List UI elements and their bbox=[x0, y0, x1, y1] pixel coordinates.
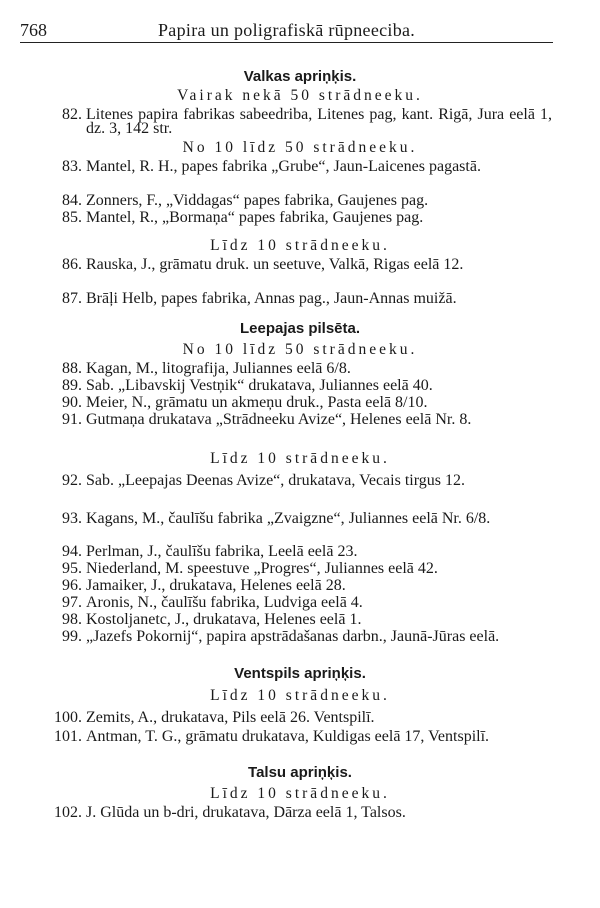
entry-text: Gutmaņa drukatava „Strādneeku Avize“, Helenes eelā Nr. 8. bbox=[86, 411, 472, 428]
entry-number: 82. bbox=[62, 106, 82, 123]
entry-number: 86. bbox=[62, 256, 82, 273]
entry-number: 87. bbox=[62, 290, 82, 307]
entry-text: Rauska, J., grāmatu druk. un seetuve, Valkā, Rigas eelā 12. bbox=[86, 256, 464, 273]
group-label: No 10 līdz 50 strādneeku. bbox=[182, 341, 418, 358]
section-heading-ventspils: Ventspils apriņķis. bbox=[234, 665, 366, 682]
entry-text: Litenes papira fabrikas sabeedriba, Litenes pag, kant. Rigā, Jura eelā 1, dz. 3, 142 str. bbox=[86, 106, 552, 137]
entry-number: 94. bbox=[62, 543, 82, 560]
group-label: Līdz 10 strādneeku. bbox=[210, 785, 390, 802]
entry-number: 91. bbox=[62, 411, 82, 428]
entry-number: 85. bbox=[62, 209, 82, 226]
group-label: No 10 līdz 50 strādneeku. bbox=[182, 139, 418, 156]
entry-number: 83. bbox=[62, 158, 82, 175]
entry-text: Sab. „Leepajas Deenas Avize“, drukatava, Vecais tirgus 12. bbox=[86, 472, 465, 489]
entry-number: 102. bbox=[54, 804, 82, 821]
page-number: 768 bbox=[20, 20, 47, 40]
entry-number: 98. bbox=[62, 611, 82, 628]
entry-number: 89. bbox=[62, 377, 82, 394]
entry-text: Zonners, F., „Viddagas“ papes fabrika, Gaujenes pag. bbox=[86, 192, 429, 209]
group-label: Līdz 10 strādneeku. bbox=[210, 237, 390, 254]
running-header bbox=[20, 20, 552, 42]
entry-text: Brāļi Helb, papes fabrika, Annas pag., Jaun-Annas muižā. bbox=[86, 290, 457, 307]
entry-text: Zemits, A., drukatava, Pils eelā 26. Ventspilī. bbox=[86, 709, 375, 726]
entry-number: 97. bbox=[62, 594, 82, 611]
entry-text: Niederland, M. speestuve „Progres“, Juliannes eelā 42. bbox=[86, 560, 438, 577]
entry-text: J. Glūda un b-dri, drukatava, Dārza eelā 1, Talsos. bbox=[86, 804, 406, 821]
entry-number: 96. bbox=[62, 577, 82, 594]
section-heading-valkas: Valkas apriņķis. bbox=[243, 68, 357, 85]
entry-text: Kostoljanetc, J., drukatava, Helenes eelā 1. bbox=[86, 611, 362, 628]
entry-text: Perlman, J., čaulīšu fabrika, Leelā eelā 23. bbox=[86, 543, 358, 560]
entry-text: Mantel, R. H., papes fabrika „Grube“, Jaun-Laicenes pagastā. bbox=[86, 158, 481, 175]
entry-text: Kagans, M., čaulīšu fabrika „Zvaigzne“, Juliannes eelā Nr. 6/8. bbox=[86, 510, 491, 527]
section-heading-leepajas: Leepajas pilsēta. bbox=[239, 320, 361, 337]
entry-number: 101. bbox=[54, 728, 82, 745]
entry-text: Kagan, M., litografija, Juliannes eelā 6/8. bbox=[86, 360, 351, 377]
section-heading-talsu: Talsu apriņķis. bbox=[248, 764, 352, 781]
entry-text: Aronis, N., čaulīšu fabrika, Ludviga eelā 4. bbox=[86, 594, 363, 611]
entry-number: 99. bbox=[62, 628, 82, 645]
entry-text: Jamaiker, J., drukatava, Helenes eelā 28. bbox=[86, 577, 346, 594]
entry-number: 100. bbox=[54, 709, 82, 726]
running-title: Papira un poligrafiskā rūpneeciba. bbox=[158, 20, 416, 40]
group-label: Līdz 10 strādneeku. bbox=[210, 687, 390, 704]
entry-text: Antman, T. G., grāmatu drukatava, Kuldigas eelā 17, Ventspilī. bbox=[86, 728, 490, 745]
entry-number: 93. bbox=[62, 510, 82, 527]
entry-number: 84. bbox=[62, 192, 82, 209]
entry-number: 88. bbox=[62, 360, 82, 377]
entry-number: 95. bbox=[62, 560, 82, 577]
entry-number: 92. bbox=[62, 472, 82, 489]
header-rule bbox=[20, 42, 553, 43]
entry-number: 90. bbox=[62, 394, 82, 411]
group-label: Vairak nekā 50 strādneeku. bbox=[177, 87, 423, 104]
entry-text: „Jazefs Pokornij“, papira apstrādašanas darbn., Jaunā-Jūras eelā. bbox=[86, 628, 500, 645]
entry-text: Meier, N., grāmatu un akmeņu druk., Pasta eelā 8/10. bbox=[86, 394, 428, 411]
group-label: Līdz 10 strādneeku. bbox=[210, 450, 390, 467]
entry-text: Mantel, R., „Bormaņa“ papes fabrika, Gaujenes pag. bbox=[86, 209, 424, 226]
entry-text: Sab. „Libavskij Vestņik“ drukatava, Juliannes eelā 40. bbox=[86, 377, 433, 394]
